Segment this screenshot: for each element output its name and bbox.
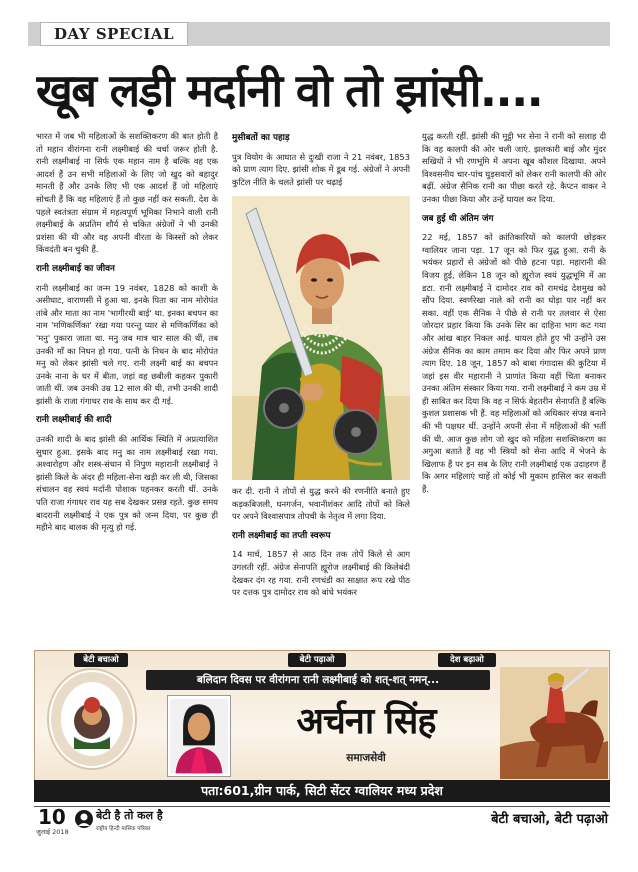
paragraph-final-battle: 22 मई, 1857 को क्रांतिकारियों को कालपी छोड़कर ग्वालियर जाना पड़ा. 17 जून को फिर युद्ध हुआ. रानी के भयंकर प्रहारों से अंग्रेजों को पीछे हटना पड़ा. महारानी की विजय हुई, लेकिन 18 जून को ह्यूरोज स्वयं युद्धभूमि में आ डटा. रानी लक्ष्मीबाई ने दामोदर राव को रामचंद्र देशमुख को सौंप दिया. स्वर्णरेखा नाले को रानी का घोड़ा पार नहीं कर सका. वहीं एक सैनिक ने पीछे से रानी पर तलवार से ऐसा जोरदार प्रहार किया कि उनके सिर का दाहिना भाग कट गया और आंख बाहर निकल आई. घायल होते हुए भी उन्होंने उस अंग्रेज सैनिक का काम तमाम कर दिया और फिर अपने प्राण त्याग दिए. 18 जून, 1857 को बाबा गंगादास की कुटिया में जहां इस वीर महारानी ने प्राणांत किया वहीं चिता बनाकर उनका अंतिम संस्कार किया गया. रानी लक्ष्मीबाई ने कम उम्र में ही साबित कर दिया कि वह न सिर्फ बेहतरीन सेनापति हैं बल्कि कुशल प्रशासक भी हैं. वह महिलाओं को अधिकार संपन्न बनाने की भी पक्षधर थीं. उन्होंने अपनी सेना में महिलाओं की भर्ती की थी. आज कुछ लोग जो खुद को महिला सशक्तिकरण का अगुआ बताते हैं वह भी स्त्रियों को सेना आदि में भेजने के खिलाफ हैं पर इन सब के लिए रानी लक्ष्मीबाई एक उदाहरण हैं कि अगर महिलाएं चाहें तो कोई भी मुकाम हासिल कर सकती हैं.: [422, 232, 606, 495]
section-label: DAY SPECIAL: [40, 22, 188, 46]
article-column-3: [422, 130, 606, 650]
ad-person-role: समाजसेवी: [346, 752, 386, 764]
ad-address-strip: पता:601,ग्रीन पार्क, सिटी सेंटर ग्वालियर मध्य प्रदेश: [34, 780, 610, 802]
ad-person-name: अर्चना सिंह: [296, 701, 436, 742]
intro-paragraph: भारत में जब भी महिलाओं के सशक्तिकरण की बात होती है तो महान वीरांगना रानी लक्ष्मीबाई की चर्चा जरूर होती है. रानी लक्ष्मीबाई ना सिर्फ एक महान नाम है बल्कि वह एक आदर्श हैं उन सभी महिलाओं के लिए जो खुद को बहादुर मानती हैं और उनके लिए भी एक आदर्श हैं जो महिलाएं सोचती हैं कि वह महिलाएं हैं तो कुछ नहीं कर सकती. देश के पहले स्वतंत्रता संग्राम में महत्वपूर्ण भूमिका निभाने वाली रानी लक्ष्मीबाई के अप्रतिम शौर्य से चकित अंग्रेजों ने भी उनकी प्रशंसा की थी और वह अपनी वीरता के किस्सों को लेकर किंवदंती बन चुकी हैं.: [36, 131, 218, 255]
article-column-2-bottom: [232, 485, 410, 647]
subheading-troubles: मुसीबतों का पहाड़: [232, 133, 290, 143]
rani-on-horse-painting: [500, 667, 608, 779]
article-column-1: [36, 130, 218, 650]
paragraph-life: रानी लक्ष्मीबाई का जन्म 19 नवंबर, 1828 को काशी के असीघाट, वाराणसी में हुआ था. इनके पिता का नाम मोरोपंत तांबे और माता का नाम 'भागीरथी बाई' था. इनका बचपन का नाम 'मणिकर्णिका' रखा गया परन्तु प्यार से मणिकर्णिका को 'मनु' पुकारा जाता था. मनु जब मात्र चार साल की थीं, तब उनकी माँ का निधन हो गया. पत्नी के निधन के बाद मोरोपंत मनु को लेकर झांसी चले गए. रानी लक्ष्मी बाई का बचपन उनके नाना के घर में बीता, जहां वह छबीली कहकर पुकारी जाती थीं. जब उनकी उम्र 12 साल की थी, तभी उनकी शादी झांसी के राजा गंगाधर राव के साथ कर दी गई.: [36, 282, 218, 406]
article-column-2-top: [232, 130, 410, 192]
ad-tribute-banner: बलिदान दिवस पर वीरांगना रानी लक्ष्मीबाई को शत्-शत् नमन्...: [146, 670, 490, 690]
footer-divider: [34, 806, 610, 807]
footer-slogan: बेटी बचाओ, बेटी पढ़ाओ: [491, 812, 608, 827]
article-headline: खूब लड़ी मर्दानी वो तो झांसी....: [36, 64, 543, 117]
magazine-logo-icon: [74, 809, 94, 829]
ad-tab-progress-nation: देश बढ़ाओ: [438, 653, 496, 667]
page-number: 10: [38, 805, 66, 829]
subheading-marriage: रानी लक्ष्मीबाई की शादी: [36, 415, 112, 426]
subheading-final-battle: जब हुई थी अंतिम जंग: [422, 213, 494, 224]
issue-date: जुलाई 2018: [36, 828, 69, 836]
paragraph-marriage: उनकी शादी के बाद झांसी की आर्थिक स्थिति में अप्रत्याशित सुधार हुआ. इसके बाद मनु का नाम लक्ष्मीबाई रखा गया. अश्वारोहण और शस्त्र-संधान में निपुण महारानी लक्ष्मीबाई ने झांसी किले के अंदर ही महिला-सेना खड़ी कर ली थी, जिसका संचालन वह स्वयं मर्दानी पोशाक पहनकर करती थीं. उनके पति राजा गंगाधर राव यह सब देखकर प्रसन्न रहते. कुछ समय बादरानी लक्ष्मीबाई ने एक पुत्र को जन्म दिया, पर कुछ ही महीने बाद बालक की मृत्यु हो गई.: [36, 434, 218, 533]
paragraph-kalpi: युद्ध करती रहीं. झांसी की मुट्ठी भर सेना ने रानी को सलाह दी कि वह कालपी की ओर चली जाएं. झलकारी बाई और मुंदर सखियों ने भी रणभूमि में अपना खूब कौशल दिखाया. अपने विश्वसनीय चार-पांच घुड़सवारों को लेकर रानी कालपी की ओर बढ़ीं. अंग्रेज सैनिक रानी का पीछा करते रहे. कैप्टन वाकर ने उनका पीछा किया और उन्हें घायल कर दिया.: [422, 131, 606, 204]
paragraph-fierce-form: 14 मार्च, 1857 से आठ दिन तक तोपें किले से आग उगलती रहीं. अंग्रेज सेनापति ह्यूरोज लक्ष्मीबाई की किलेबंदी देखकर दंग रह गया. रानी रणचंडी का साक्षात रूप रखे पीठ पर दत्तक पुत्र दामोदर राव को बांधे भयंकर: [232, 549, 410, 598]
archana-singh-photo: [168, 696, 230, 776]
subheading-fierce-form: रानी लक्ष्मीबाई का तप्ती स्वरूप: [232, 530, 331, 541]
paragraph-cannons: कर दी. रानी ने तोपों से युद्ध करने की रणनीति बनाते हुए कड़कबिजली, घनगर्जन, भवानीशंकर आदि तोपों को किले पर अपने विश्वासपात्र तोपची के नेतृत्व में लगा दिया.: [232, 486, 410, 522]
ad-tab-educate-daughter: बेटी पढ़ाओ: [288, 653, 346, 667]
ad-tab-save-daughter: बेटी बचाओ: [74, 653, 128, 667]
subheading-life: रानी लक्ष्मीबाई का जीवन: [36, 263, 115, 274]
paragraph-troubles: पुत्र वियोग के आघात से दुःखी राजा ने 21 नवंबर, 1853 को प्राण त्याग दिए. झांसी शोक में डूब गई. अंग्रेजों ने अपनी कुटिल नीति के चलते झांसी पर चढ़ाई: [232, 151, 410, 187]
campaign-seal-logo: [44, 665, 140, 775]
magazine-logo-subtitle: राष्ट्रीय हिन्दी मासिक पत्रिका: [96, 826, 151, 832]
magazine-logo-title: बेटी है तो कल है: [96, 809, 163, 822]
rani-lakshmibai-portrait-illustration: [232, 196, 410, 480]
